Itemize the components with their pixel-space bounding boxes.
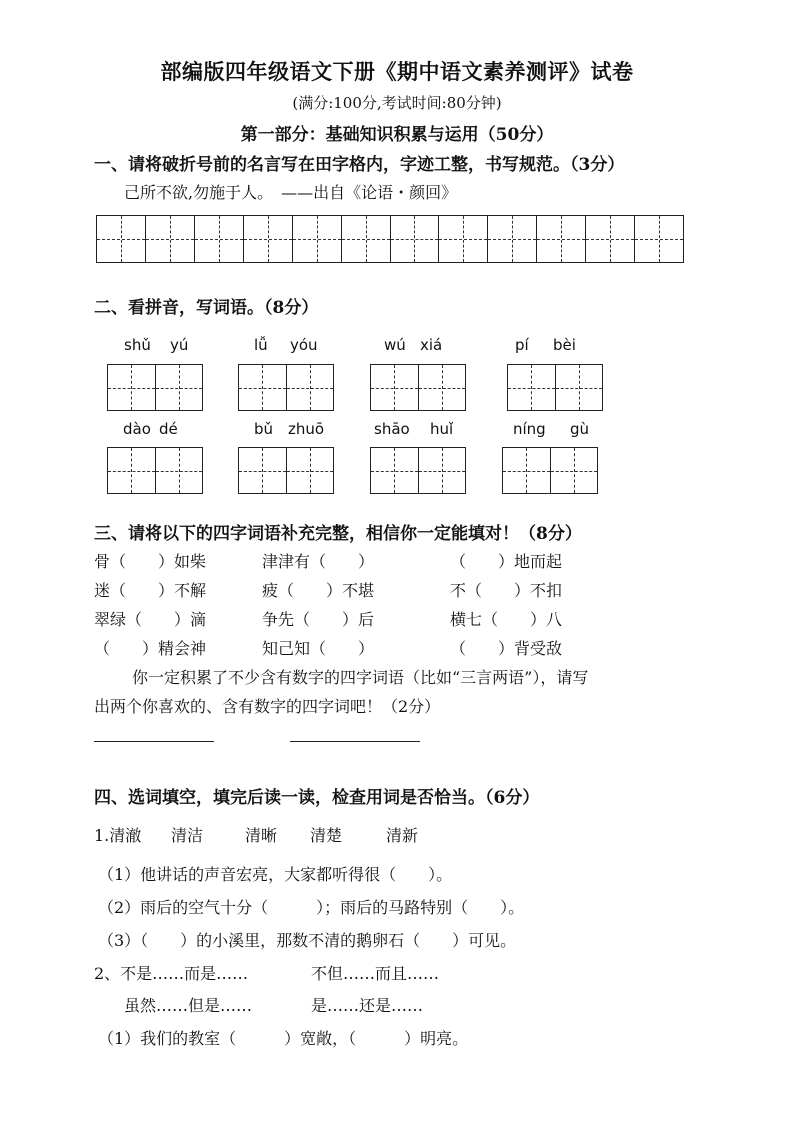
q3-heading: 三、请将以下的四字词语补充完整，相信你一定能填对！（8分） <box>94 524 582 544</box>
pinyin-4a: pí <box>515 336 529 354</box>
word-option: 清洁 <box>171 826 204 845</box>
grid-cell[interactable] <box>156 365 203 410</box>
word-option: 不但……而且…… <box>311 964 440 983</box>
grid-cell[interactable] <box>537 216 586 262</box>
answer-box[interactable] <box>502 447 598 494</box>
answer-line[interactable] <box>94 741 214 742</box>
word-option: 清新 <box>386 826 419 845</box>
q3-extra-line1: 你一定积累了不少含有数字的四字词语（比如“三言两语”），请写 <box>132 668 589 687</box>
word-option: 1.清澈 <box>94 826 142 845</box>
grid-cell[interactable] <box>287 448 334 493</box>
grid-cell[interactable] <box>371 448 419 493</box>
answer-line[interactable] <box>290 741 420 742</box>
grid-cell[interactable] <box>293 216 342 262</box>
grid-cell[interactable] <box>239 448 287 493</box>
pinyin-7b: huǐ <box>430 420 454 438</box>
pinyin-1b: yú <box>170 336 189 354</box>
grid-cell[interactable] <box>371 365 419 410</box>
word-option: 清晰 <box>245 826 278 845</box>
grid-cell[interactable] <box>239 365 287 410</box>
part-heading: 第一部分：基础知识积累与运用（50分） <box>240 125 554 145</box>
grid-cell[interactable] <box>556 365 603 410</box>
grid-cell[interactable] <box>551 448 598 493</box>
pinyin-2a: lǚ <box>254 336 268 354</box>
idiom-item: （ ）背受敌 <box>450 639 563 658</box>
grid-cell[interactable] <box>419 448 466 493</box>
grid-cell[interactable] <box>503 448 551 493</box>
answer-box[interactable] <box>370 447 466 494</box>
grid-cell[interactable] <box>108 448 156 493</box>
pinyin-4b: bèi <box>553 336 576 354</box>
tianzige-grid[interactable] <box>96 215 684 263</box>
idiom-item: 争先（ ）后 <box>262 610 375 629</box>
grid-cell[interactable] <box>108 365 156 410</box>
q1-quote: 己所不欲,勿施于人。 ——出自《论语・颜回》 <box>124 183 458 202</box>
grid-cell[interactable] <box>156 448 203 493</box>
pinyin-3a: wú <box>384 336 406 354</box>
pinyin-6a: bǔ <box>254 420 274 438</box>
grid-cell[interactable] <box>195 216 244 262</box>
word-option: 清楚 <box>310 826 343 845</box>
pinyin-2b: yóu <box>290 336 318 354</box>
idiom-item: （ ）地而起 <box>450 552 563 571</box>
answer-box[interactable] <box>107 364 203 411</box>
grid-cell[interactable] <box>146 216 195 262</box>
grid-cell[interactable] <box>391 216 440 262</box>
pinyin-5b: dé <box>159 420 178 438</box>
q4-sentence: （1）我们的教室（ ）宽敞，（ ）明亮。 <box>98 1029 469 1048</box>
grid-cell[interactable] <box>419 365 466 410</box>
idiom-item: 骨（ ）如柴 <box>94 552 207 571</box>
idiom-item: 知己知（ ） <box>262 639 375 658</box>
pinyin-8a: níng <box>513 420 546 438</box>
grid-cell[interactable] <box>635 216 683 262</box>
grid-cell[interactable] <box>342 216 391 262</box>
word-option: 2、不是……而是…… <box>94 964 249 983</box>
pinyin-3b: xiá <box>420 336 443 354</box>
answer-box[interactable] <box>107 447 203 494</box>
idiom-item: 津津有（ ） <box>262 552 375 571</box>
q4-heading: 四、选词填空，填完后读一读，检查用词是否恰当。（6分） <box>94 788 540 808</box>
exam-info: (满分:100分,考试时间:80分钟) <box>292 94 502 112</box>
q4-sentence: （2）雨后的空气十分（ ）；雨后的马路特别（ ）。 <box>98 898 525 917</box>
q3-extra-line2: 出两个你喜欢的、含有数字的四字词吧！（2分） <box>94 697 441 716</box>
pinyin-5a: dào <box>123 420 151 438</box>
page-title: 部编版四年级语文下册《期中语文素养测评》试卷 <box>160 59 634 84</box>
q4-sentence: （3）（ ）的小溪里，那数不清的鹅卵石（ ）可见。 <box>98 931 517 950</box>
q4-sentence: （1）他讲话的声音宏亮，大家都听得很（ ）。 <box>98 865 453 884</box>
q1-heading: 一、请将破折号前的名言写在田字格内，字迹工整，书写规范。（3分） <box>94 155 625 175</box>
idiom-item: 不（ ）不扣 <box>450 581 563 600</box>
answer-box[interactable] <box>370 364 466 411</box>
word-option: 是……还是…… <box>311 996 424 1015</box>
pinyin-6b: zhuō <box>288 420 325 438</box>
grid-cell[interactable] <box>508 365 556 410</box>
grid-cell[interactable] <box>287 365 334 410</box>
pinyin-7a: shāo <box>374 420 410 438</box>
word-option: 虽然……但是…… <box>124 996 253 1015</box>
idiom-item: 翠绿（ ）滴 <box>94 610 207 629</box>
grid-cell[interactable] <box>97 216 146 262</box>
grid-cell[interactable] <box>439 216 488 262</box>
answer-box[interactable] <box>238 447 334 494</box>
idiom-item: 疲（ ）不堪 <box>262 581 375 600</box>
grid-cell[interactable] <box>244 216 293 262</box>
answer-box[interactable] <box>507 364 603 411</box>
grid-cell[interactable] <box>488 216 537 262</box>
grid-cell[interactable] <box>586 216 635 262</box>
pinyin-1a: shǔ <box>124 336 151 354</box>
idiom-item: 横七（ ）八 <box>450 610 563 629</box>
pinyin-8b: gù <box>570 420 590 438</box>
answer-box[interactable] <box>238 364 334 411</box>
q2-heading: 二、看拼音，写词语。（8分） <box>94 298 319 318</box>
idiom-item: （ ）精会神 <box>94 639 207 658</box>
idiom-item: 迷（ ）不解 <box>94 581 207 600</box>
